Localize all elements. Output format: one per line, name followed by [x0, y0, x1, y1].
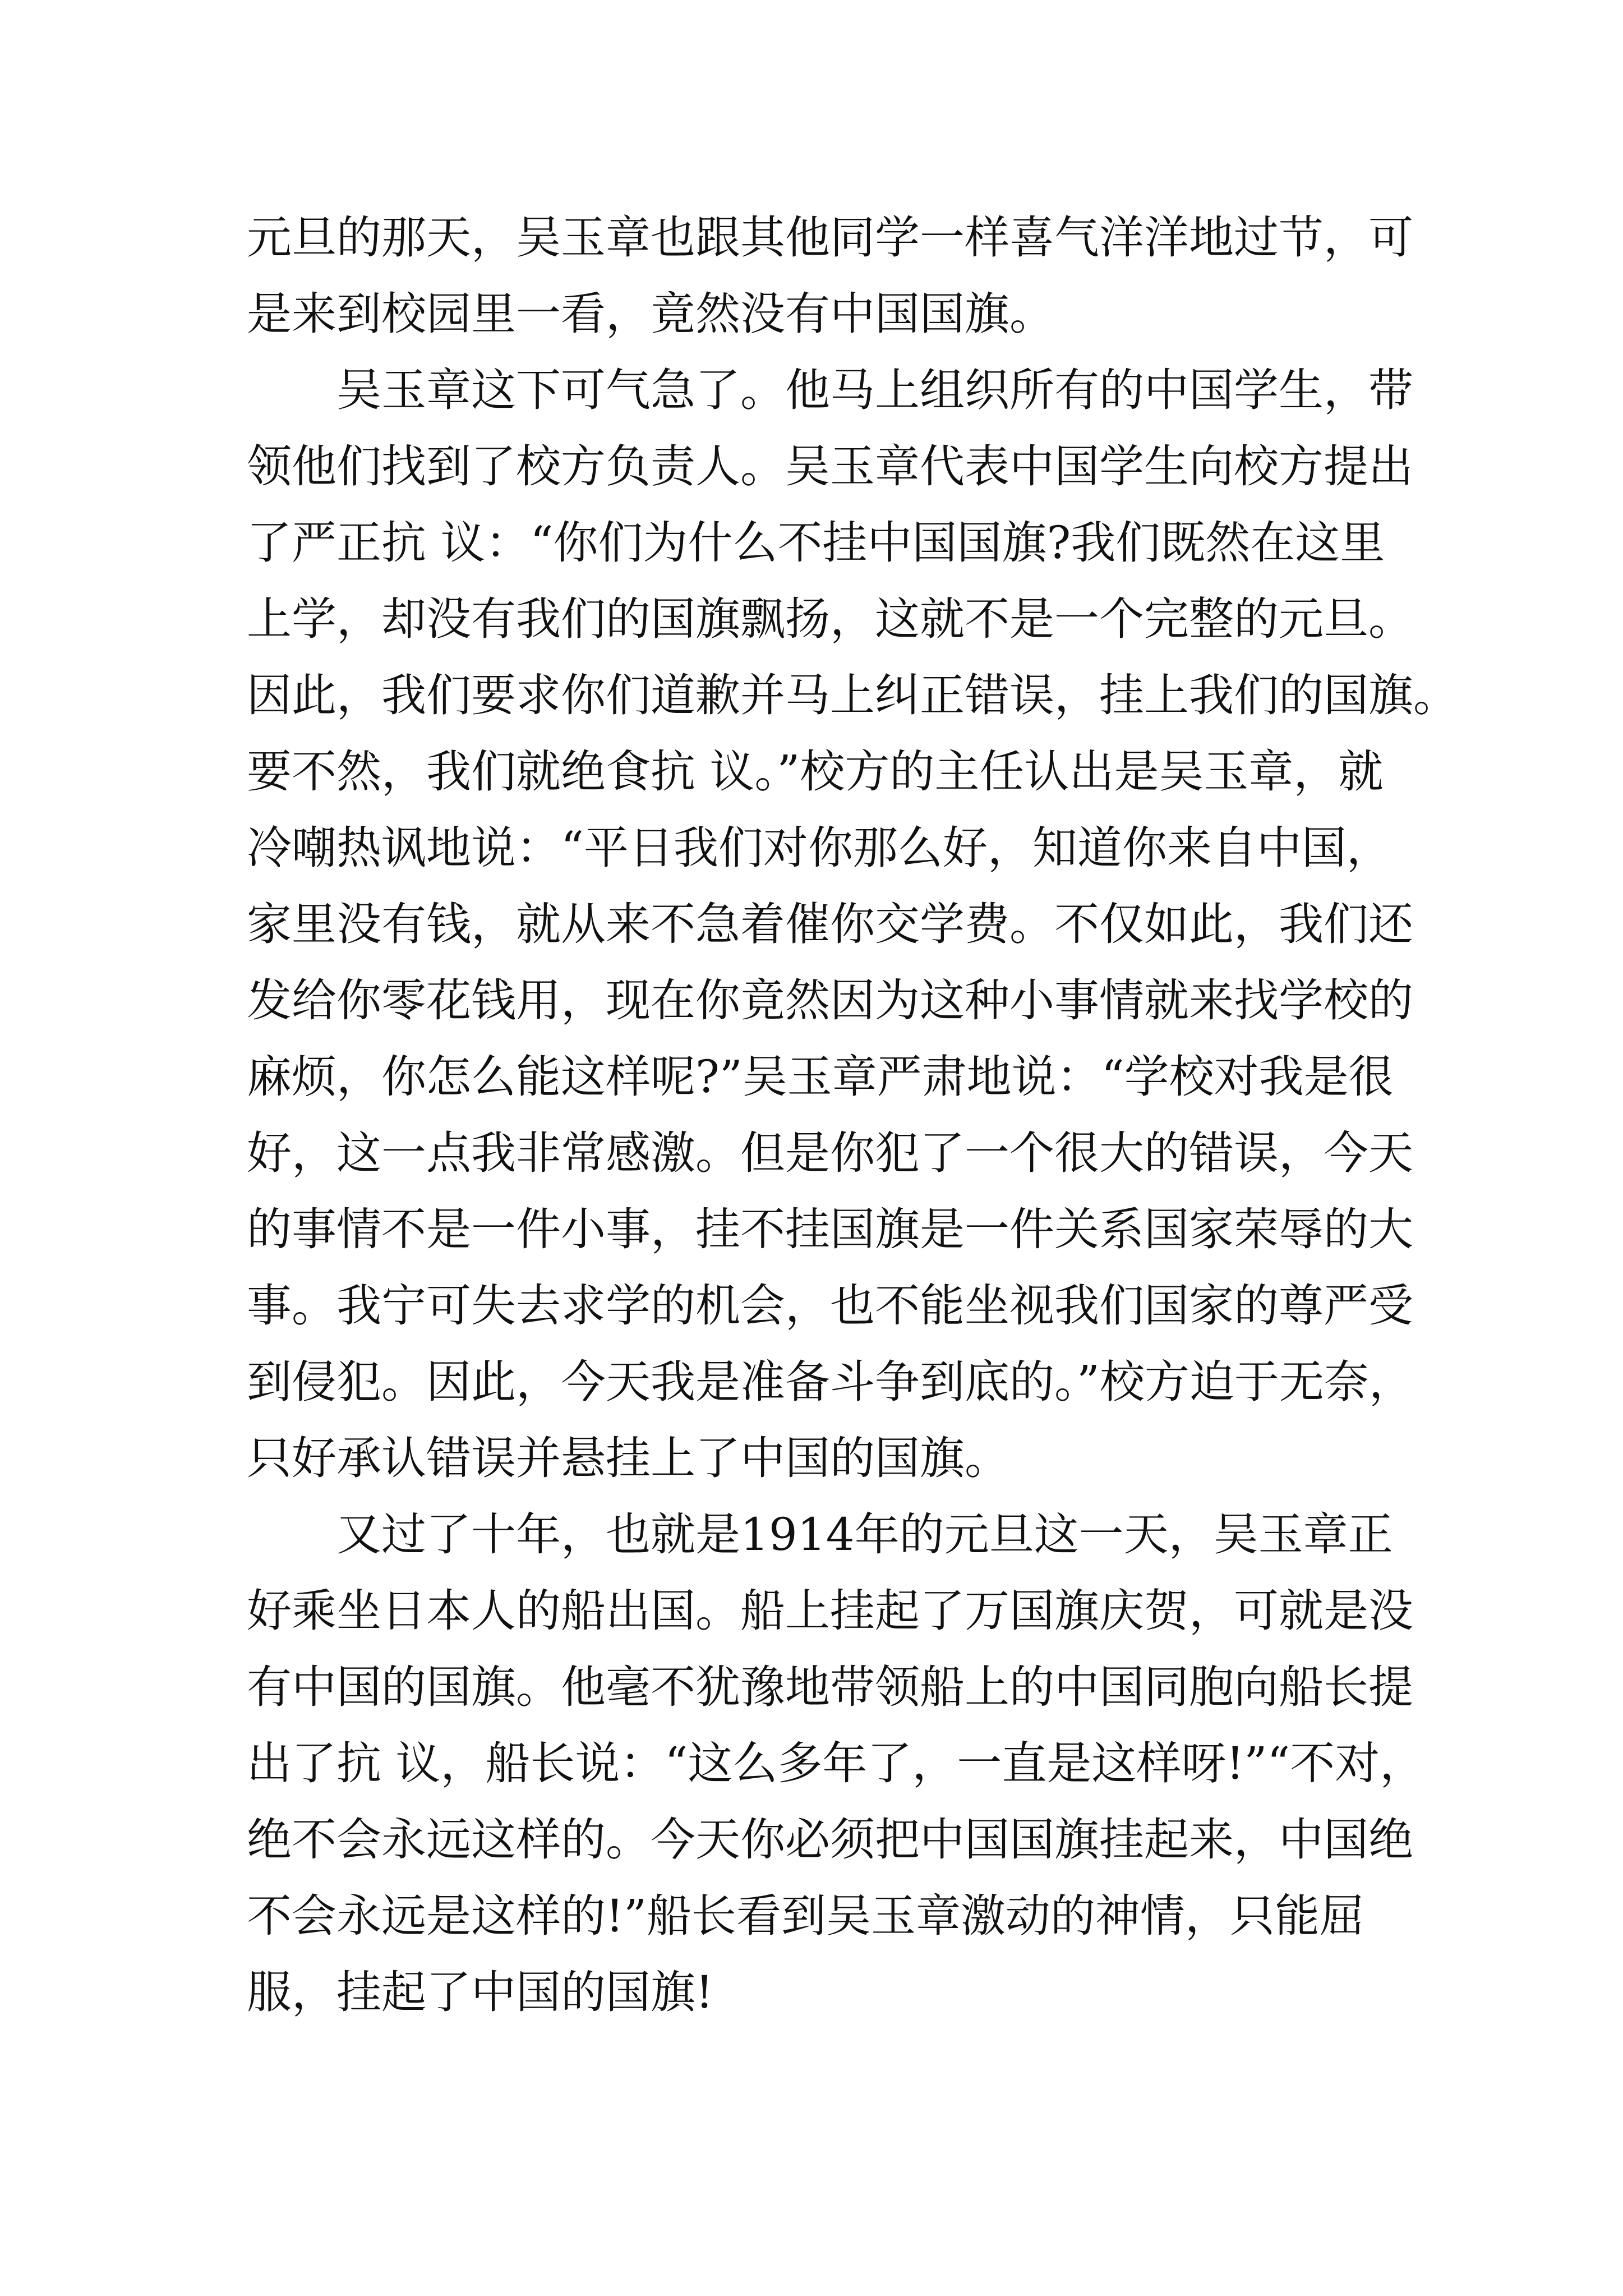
text-line: 又过了十年，也就是1914年的元旦这一天，吴玉章正	[336, 1508, 1393, 1561]
text-line: 好乘坐日本人的船出国。船上挂起了万国旗庆贺，可就是没	[247, 1585, 1413, 1637]
text-line: 上学，却没有我们的国旗飘扬，这就不是一个完整的元旦。	[247, 593, 1413, 645]
text-line: 到侵犯。因此，今天我是准备斗争到底的。”校方迫于无奈，	[247, 1356, 1414, 1408]
text-line: 领他们找到了校方负责人。吴玉章代表中国学生向校方提出	[247, 440, 1413, 493]
paragraph-1	[247, 200, 1413, 352]
text-line: 要不然，我们就绝食抗 议。”校方的主任认出是吴玉章，就	[247, 746, 1384, 798]
text-line: 因此，我们要求你们道歉并马上纠正错误，挂上我们的国旗。	[247, 669, 1458, 721]
text-line: 吴玉章这下可气急了。他马上组织所有的中国学生，带	[336, 364, 1413, 416]
text-line: 冷嘲热讽地说：“平日我们对你那么好，知道你来自中国，	[247, 822, 1391, 874]
text-line: 家里没有钱，就从来不急着催你交学费。不仅如此，我们还	[247, 898, 1413, 950]
text-line: 好，这一点我非常感激。但是你犯了一个很大的错误，今天	[247, 1127, 1413, 1179]
text-line: 了严正抗 议：“你们为什么不挂中国国旗?我们既然在这里	[247, 517, 1385, 569]
text-line: 绝不会永远这样的。今天你必须把中国国旗挂起来，中国绝	[247, 1814, 1413, 1866]
body-text	[247, 200, 1458, 2031]
text-line: 是来到校园里一看，竟然没有中国国旗。	[247, 288, 1054, 340]
text-line: 元旦的那天，吴玉章也跟其他同学一样喜气洋洋地过节，可	[247, 211, 1413, 264]
paragraph-2	[247, 352, 1458, 1497]
text-line: 的事情不是一件小事，挂不挂国旗是一件关系国家荣辱的大	[247, 1203, 1413, 1255]
paragraph-3	[247, 1497, 1425, 2031]
text-line: 出了抗 议，船长说：“这么多年了，一直是这样呀!”“不对，	[247, 1737, 1425, 1789]
text-line: 服，挂起了中国的国旗!	[247, 1966, 714, 2018]
text-line: 只好承认错误并悬挂上了中国的国旗。	[247, 1432, 1009, 1484]
text-line: 发给你零花钱用，现在你竟然因为这种小事情就来找学校的	[247, 974, 1413, 1027]
text-line: 事。我宁可失去求学的机会，也不能坐视我们国家的尊严受	[247, 1280, 1413, 1332]
text-line: 有中国的国旗。他毫不犹豫地带领船上的中国同胞向船长提	[247, 1661, 1413, 1713]
text-line: 不会永远是这样的!”船长看到吴玉章激动的神情，只能屈	[247, 1890, 1365, 1942]
text-line: 麻烦，你怎么能这样呢?”吴玉章严肃地说：“学校对我是很	[247, 1051, 1394, 1103]
